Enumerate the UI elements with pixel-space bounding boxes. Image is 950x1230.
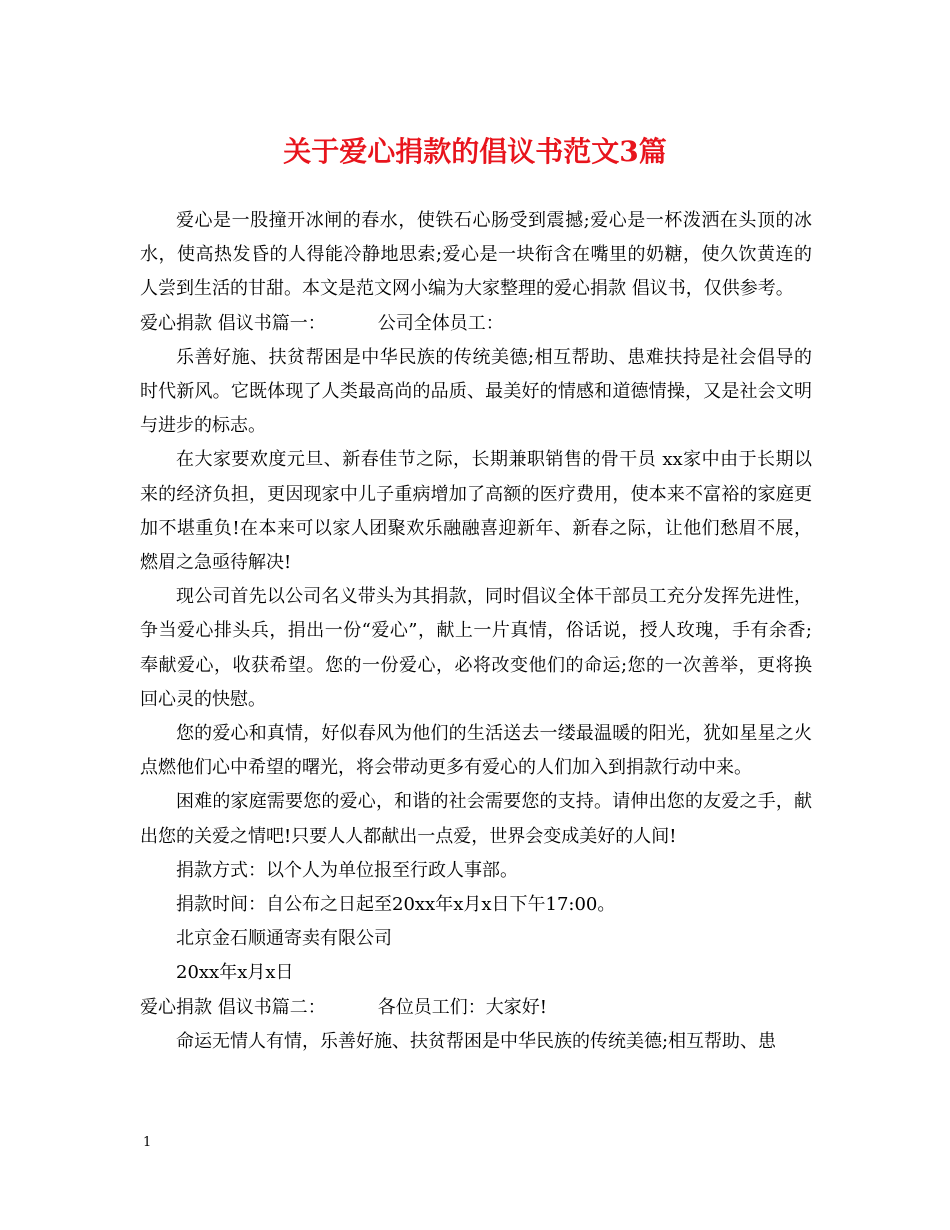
donation-time: 捐款时间：自公布之日起至20xx年x月x日下午17:00。 — [176, 894, 616, 916]
section1-paragraph-4: 您的爱心和真情，好似春风为他们的生活送去一缕最温暖的阳光，犹如星星之火点燃他们心中希望的曙光，将会带动更多有爱心的人们加入到捐款行动中来。 — [140, 723, 812, 779]
signature-date: 20xx年x月x日 — [176, 962, 294, 984]
section2-heading-line — [140, 991, 812, 1025]
section1-heading-line — [140, 307, 812, 341]
section1-paragraph-2: 在大家要欢度元旦、新春佳节之际，长期兼职销售的骨干员 xx家中由于长期以来的经济负担，更因现家中儿子重病增加了高额的医疗费用，使本来不富裕的家庭更加不堪重负!在本来可以家人团聚欢乐融融喜迎新年、新春之际，让他们愁眉不展，燃眉之急亟待解决! — [140, 449, 812, 574]
document-body — [140, 204, 812, 1059]
section2-greeting: 各位员工们：大家好! — [377, 996, 547, 1018]
donation-method: 捐款方式：以个人为单位报至行政人事部。 — [176, 859, 518, 881]
section1-paragraph-5: 困难的家庭需要您的爱心，和谐的社会需要您的支持。请伸出您的友爱之手，献出您的关爱之情吧!只要人人都献出一点爱，世界会变成美好的人间! — [140, 791, 812, 847]
section1-heading: 爱心捐款 倡议书篇一： — [140, 312, 326, 334]
document-title: 关于爱心捐款的倡议书范文3篇 — [283, 135, 667, 168]
intro-paragraph: 爱心是一股撞开冰闸的春水，使铁石心肠受到震撼;爱心是一杯泼洒在头顶的冰水，使高热发昏的人得能冷静地思索;爱心是一块衔含在嘴里的奶糖，使久饮黄连的人尝到生活的甘甜。本文是范文网小编为大家整理的爱心捐款 倡议书，仅供参考。 — [140, 210, 812, 300]
signature-company: 北京金石顺通寄卖有限公司 — [176, 928, 392, 950]
section2-first-line: 命运无情人有情，乐善好施、扶贫帮困是中华民族的传统美德;相互帮助、患 — [176, 1030, 777, 1052]
section1-paragraph-1: 乐善好施、扶贫帮困是中华民族的传统美德;相互帮助、患难扶持是社会倡导的时代新风。它既体现了人类最高尚的品质、最美好的情感和道德情操，又是社会文明与进步的标志。 — [140, 346, 812, 437]
section2-heading: 爱心捐款 倡议书篇二： — [140, 996, 326, 1018]
section1-greeting: 公司全体员工： — [377, 312, 504, 334]
page-number: 1 — [143, 1135, 152, 1150]
section1-paragraph-3: 现公司首先以公司名义带头为其捐款，同时倡议全体干部员工充分发挥先进性，争当爱心排头兵，捐出一份“爱心”，献上一片真情，俗话说，授人玫瑰，手有余香;奉献爱心，收获希望。您的一份爱心，必将改变他们的命运;您的一次善举，更将换回心灵的快慰。 — [140, 586, 812, 710]
